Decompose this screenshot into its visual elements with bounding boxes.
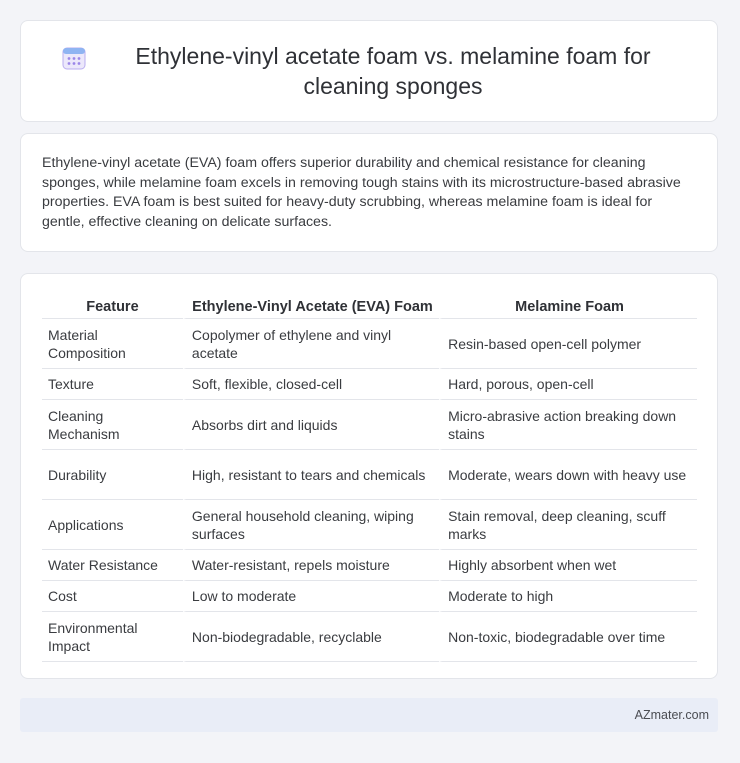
row-eva-value: Copolymer of ethylene and vinyl acetate	[183, 319, 439, 369]
row-eva-value: High, resistant to tears and chemicals	[183, 450, 439, 500]
row-feature: Cost	[42, 581, 183, 612]
row-feature: Material Composition	[42, 319, 183, 369]
table-row	[42, 319, 697, 369]
table-row	[42, 369, 697, 400]
row-melamine-value: Resin-based open-cell polymer	[439, 319, 697, 369]
table-row	[42, 550, 697, 581]
row-melamine-value: Moderate, wears down with heavy use	[439, 450, 697, 500]
row-eva-value: Water-resistant, repels moisture	[183, 550, 439, 581]
table-row	[42, 612, 697, 662]
row-feature: Texture	[42, 369, 183, 400]
row-melamine-value: Highly absorbent when wet	[439, 550, 697, 581]
row-eva-value: Non-biodegradable, recyclable	[183, 612, 439, 662]
row-melamine-value: Micro-abrasive action breaking down stains	[439, 400, 697, 450]
footer-bar	[20, 698, 718, 732]
table-header-row	[42, 295, 697, 319]
row-eva-value: Soft, flexible, closed-cell	[183, 369, 439, 400]
row-feature: Durability	[42, 450, 183, 500]
header-melamine-foam: Melamine Foam	[439, 295, 697, 319]
table-row	[42, 500, 697, 550]
row-eva-value: Absorbs dirt and liquids	[183, 400, 439, 450]
comparison-table	[42, 295, 697, 662]
summary-card	[20, 133, 718, 252]
row-melamine-value: Non-toxic, biodegradable over time	[439, 612, 697, 662]
table-row	[42, 581, 697, 612]
calendar-grid-icon	[61, 45, 87, 71]
title-card	[20, 20, 718, 122]
page-title: Ethylene-vinyl acetate foam vs. melamine foam for cleaning sponges	[135, 43, 651, 99]
row-feature: Applications	[42, 500, 183, 550]
row-feature: Water Resistance	[42, 550, 183, 581]
row-melamine-value: Moderate to high	[439, 581, 697, 612]
header-eva-foam: Ethylene-Vinyl Acetate (EVA) Foam	[183, 295, 439, 319]
row-feature: Cleaning Mechanism	[42, 400, 183, 450]
footer-source[interactable]: AZmater.com	[634, 708, 709, 722]
table-row	[42, 450, 697, 500]
row-feature: Environmental Impact	[42, 612, 183, 662]
row-melamine-value: Hard, porous, open-cell	[439, 369, 697, 400]
comparison-table-card	[20, 273, 718, 679]
table-row	[42, 400, 697, 450]
summary-text: Ethylene-vinyl acetate (EVA) foam offers superior durability and chemical resistance for cleaning sponges, while melamine foam excels in removing tough stains with its microstructure-based abrasive properties. EVA foam is best suited for heavy-duty scrubbing, whereas melamine foam is ideal for gentle, effective cleaning on delicate surfaces.	[42, 155, 681, 230]
row-melamine-value: Stain removal, deep cleaning, scuff marks	[439, 500, 697, 550]
row-eva-value: General household cleaning, wiping surfaces	[183, 500, 439, 550]
title-wrap	[61, 41, 677, 101]
row-eva-value: Low to moderate	[183, 581, 439, 612]
header-feature: Feature	[42, 295, 183, 319]
